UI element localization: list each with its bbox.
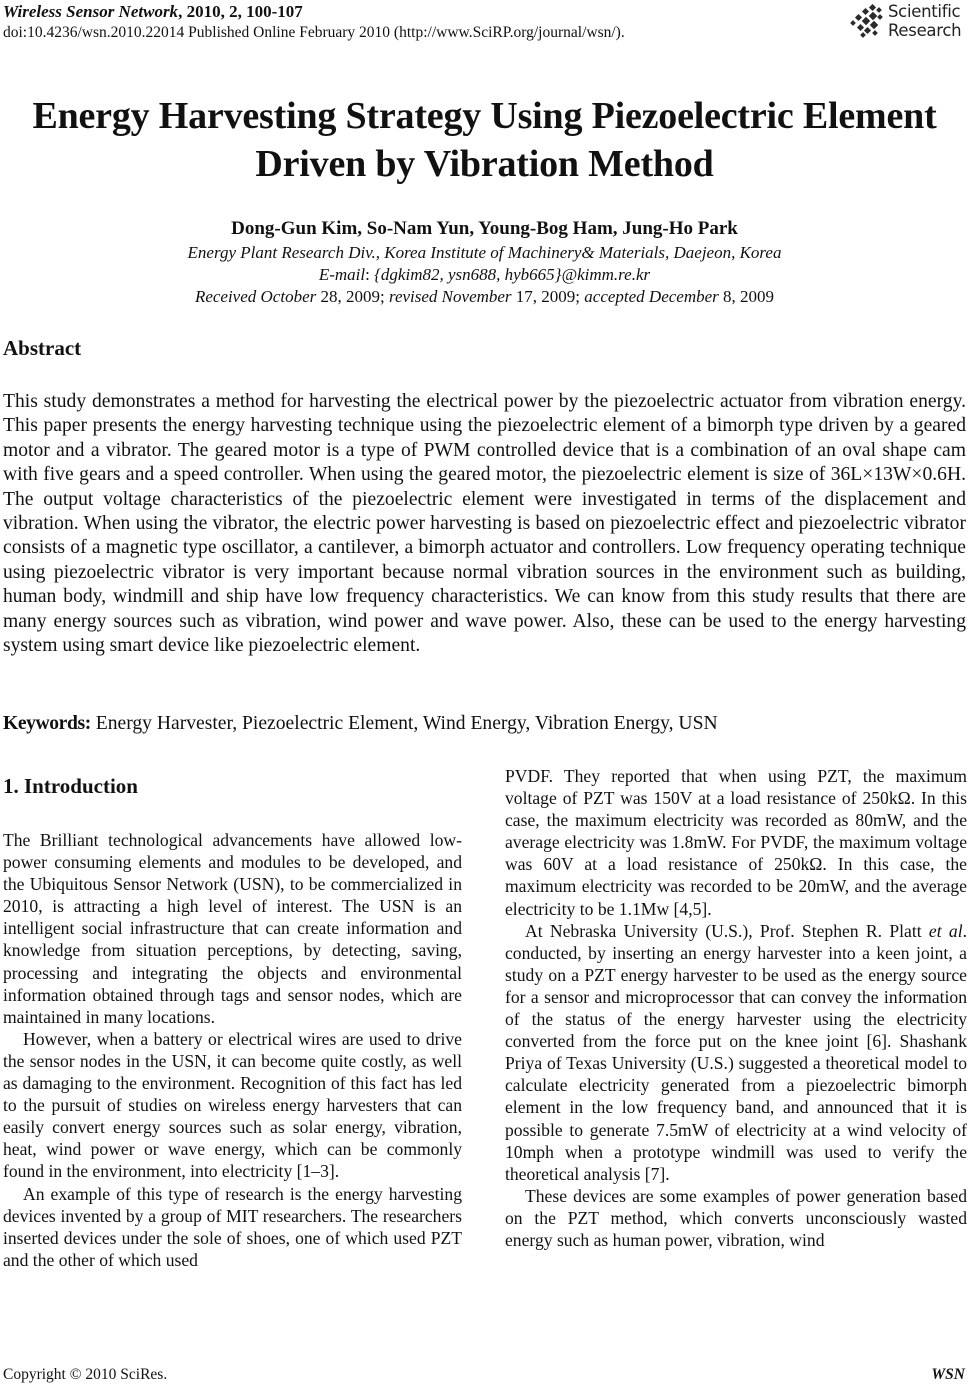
accepted-date: 8, 2009 (718, 287, 775, 306)
email-address[interactable]: {dgkim82, ysn688, hyb665}@kimm.re.kr (374, 265, 651, 284)
paragraph: PVDF. They reported that when using PZT, the maximum voltage of PZT was 150V at a load resistance of 250kΩ. In this case, the maximum electricity was recorded as 80mW, and the average electricity was 1.8mW. For PVDF, the maximum voltage was 60V at a load resistance of 250kΩ. In this case, the maximum electricity was recorded to be 20mW, and the average electricity to be 1.1Mw [4,5]. (505, 766, 967, 919)
right-column (505, 765, 967, 1251)
journal-name: Wireless Sensor Network (3, 2, 179, 21)
keywords-value: Energy Harvester, Piezoelectric Element, Wind Energy, Vibration Energy, USN (90, 713, 718, 734)
publisher-name (888, 2, 961, 40)
abstract-heading: Abstract (3, 336, 82, 360)
journal-citation (3, 2, 303, 22)
logo-line-1: Scientific (888, 2, 961, 21)
paper-title (0, 92, 969, 188)
publisher-logo (850, 2, 968, 42)
section-heading-introduction: 1. Introduction (3, 774, 138, 798)
copyright-notice: Copyright © 2010 SciRes. (3, 1366, 168, 1383)
title-line-2: Driven by Vibration Method (255, 143, 714, 185)
title-line-1: Energy Harvesting Strategy Using Piezoelectric Element (32, 95, 937, 137)
revised-label: revised November (388, 287, 512, 306)
journal-volume-pages: , 2010, 2, 100-107 (178, 2, 303, 21)
diamond-dots-logo-icon (850, 4, 886, 40)
paragraph: An example of this type of research is the energy harvesting devices invented by a group of MIT researchers. The researchers inserted devices under the sole of shoes, one of which used PZT and the other of which used (3, 1183, 462, 1270)
email-line: E-mail: {dgkim82, ysn688, hyb665}@kimm.re.kr (318, 265, 651, 284)
paragraph: However, when a battery or electrical wires are used to drive the sensor nodes in the USN, it can become quite costly, as well as damaging to the environment. Recognition of this fact has led to the pursuit of studies on wireless energy harvesters that can easily convert energy sources such as solar energy, vibration, heat, wind power or wave energy, which can be commonly found in the environment, into electricity [1–3]. (3, 1028, 462, 1182)
keywords (3, 712, 718, 736)
doi-line[interactable]: doi:10.4236/wsn.2010.22014 Published Online February 2010 (http://www.SciRP.org/journal/wsn/). (3, 24, 625, 41)
left-column (3, 829, 462, 1271)
paragraph-rest: conducted, by inserting an energy harvester into a keen joint, a study on a PZT energy harvester to be used as the energy source for a sensor and microprocessor that can convey the information of the status of the energy harvester using the electricity converted from the force put on the knee joint [6]. Shashank Priya of Texas University (U.S.) suggested a theoretical model to calculate electricity generated from a piezoelectric bimorph element in the low frequency band, and announced that it is possible to generate 7.5mW of electricity at a wind velocity of 10mph when a prototype windmill was used to verify the theoretical analysis [7]. (505, 942, 967, 1184)
logo-line-2: Research (888, 21, 962, 40)
received-date: 28, 2009; (316, 287, 389, 306)
email-label: E-mail (318, 265, 366, 284)
paragraph-prefix: At Nebraska University (U.S.), Prof. Stephen R. Platt (525, 920, 929, 941)
punct: . (962, 920, 967, 941)
paragraph-nebraska (505, 920, 967, 1185)
journal-abbrev: WSN (931, 1366, 965, 1383)
abstract-body: This study demonstrates a method for harvesting the electrical power by the piezoelectric actuator from vibration energy. This paper presents the energy harvesting technique using the piezoelectric element of a bimorph type driven by a geared motor and a vibrator. The geared motor is a type of PWM controlled device that is a combination of an oval shape cam with five gears and a speed controller. When using the geared motor, the piezoelectric element is size of 36L×13W×0.6H. The output voltage characteristics of the piezoelectric element were investigated in terms of the displacement and vibration. When using the vibrator, the electric power harvesting is based on piezoelectric effect and piezoelectric vibrator consists of a magnetic type oscillator, a cantilever, a bimorph actuator and controllers. Low frequency operating technique using piezoelectric vibrator is very important because normal vibration sources in the environment such as building, human body, windmill and ship have low frequency characteristics. We can know from this study results that there are many energy sources such as vibration, wind power and wave power. Also, these can be used to the energy harvesting system using smart device like piezoelectric element. (3, 391, 966, 657)
paragraph: These devices are some examples of power generation based on the PZT method, which converts unconsciously wasted energy such as human power, vibration, wind (505, 1185, 967, 1250)
author-list: Dong-Gun Kim, So-Nam Yun, Young-Bog Ham, Jung-Ho Park (231, 218, 738, 239)
affiliation: Energy Plant Research Div., Korea Institute of Machinery& Materials, Daejeon, Korea (187, 243, 782, 262)
keywords-label: Keywords: (3, 713, 91, 734)
et-al: et al (928, 920, 963, 941)
received-dates (0, 286, 969, 307)
revised-date: 17, 2009; (511, 287, 585, 306)
paragraph: The Brilliant technological advancements have allowed low-power consuming elements and modules to be developed, and the Ubiquitous Sensor Network (USN), to be commercialized in 2010, is attracting a high level of interest. The USN is an intelligent social infrastructure that can create information and knowledge from situation perceptions, by detecting, saving, processing and integrating the objects and environmental information obtained through tags and sensor nodes, which are maintained in many locations. (3, 830, 462, 1027)
accepted-label: accepted December (584, 287, 719, 306)
received-label: Received October (194, 287, 317, 306)
